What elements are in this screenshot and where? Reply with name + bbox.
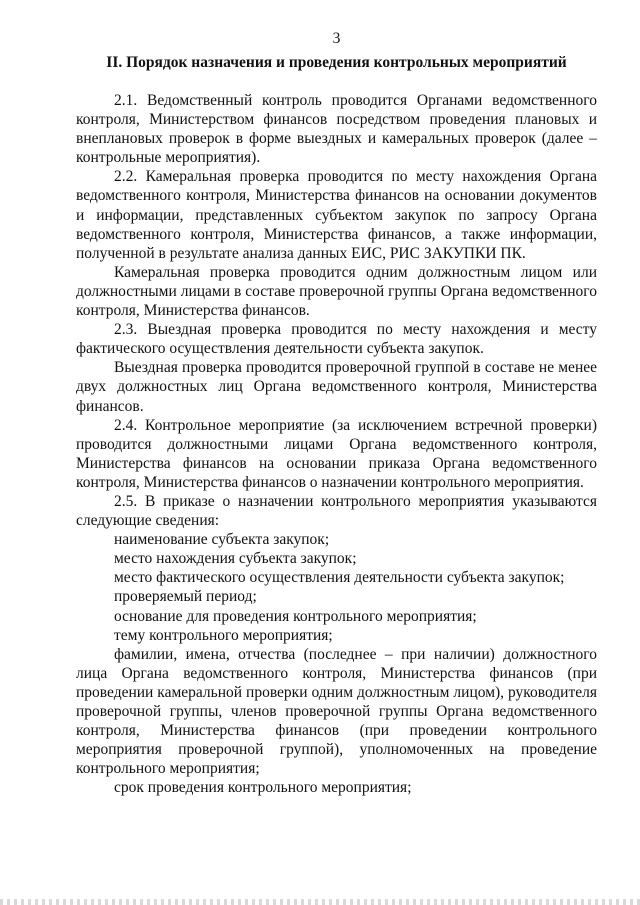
list-item: проверяемый период; xyxy=(114,588,257,606)
section-heading: II. Порядок назначения и проведения контрольных мероприятий xyxy=(106,54,567,71)
paragraph-2-2: 2.2. Камеральная проверка проводится по месту нахождения Органа ведомственного контроля, Министерства финансов на основании документов и информации, представленных субъектом закупок по запросу Органа ведомственного контроля, Министерства финансов, а также информации, полученной в результате анализа данных ЕИС, РИС ЗАКУПКИ ПК. xyxy=(76,168,597,262)
paragraph-2-3: 2.3. Выездная проверка проводится по месту нахождения и месту фактического осуществления деятельности субъекта закупок. xyxy=(76,321,597,358)
list-item: основание для проведения контрольного мероприятия; xyxy=(114,607,477,625)
list-item: наименование субъекта закупок; xyxy=(114,531,330,549)
paragraph-2-2-cont: Камеральная проверка проводится одним должностным лицом или должностными лицами в составе проверочной группы Органа ведомственного контроля, Министерства финансов. xyxy=(76,263,597,320)
paragraph-2-5: 2.5. В приказе о назначении контрольного мероприятия указываются следующие сведения: xyxy=(76,492,597,530)
list-item-long: фамилии, имена, отчества (последнее – при наличии) должностного лица Органа ведомственного контроля, Министерства финансов (при проведении камеральной проверки одним должностным лицом), руководителя проверочной группы, членов проверочной группы Органа ведомственного контроля, Министерства финансов (при проведении контрольного мероприятия проверочной группой), уполномоченных на проведение контрольного мероприятия; xyxy=(76,645,597,778)
paragraph-2-1: 2.1. Ведомственный контроль проводится Органами ведомственного контроля, Министерством финансов посредством проведения плановых и внеплановых проверок в форме выездных и камеральных проверок (далее – контрольные мероприятия). xyxy=(76,92,597,167)
list-item: место фактического осуществления деятельности субъекта закупок; xyxy=(114,569,565,587)
scan-edge-artifact xyxy=(0,899,640,905)
document-body xyxy=(76,91,597,797)
list-item: место нахождения субъекта закупок; xyxy=(114,550,357,568)
paragraph-2-4: 2.4. Контрольное мероприятие (за исключением встречной проверки) проводится должностными лицами Органа ведомственного контроля, Министерства финансов на основании приказа Органа ведомственного контроля, Министерства финансов о назначении контрольного мероприятия. xyxy=(76,416,597,491)
list-item: срок проведения контрольного мероприятия; xyxy=(114,779,412,797)
list-item: тему контрольного мероприятия; xyxy=(114,626,333,644)
page-number: 3 xyxy=(332,30,341,47)
paragraph-2-3-cont: Выездная проверка проводится проверочной группой в составе не менее двух должностных лиц Органа ведомственного контроля, Министерства финансов. xyxy=(76,359,597,415)
document-page xyxy=(76,0,597,905)
